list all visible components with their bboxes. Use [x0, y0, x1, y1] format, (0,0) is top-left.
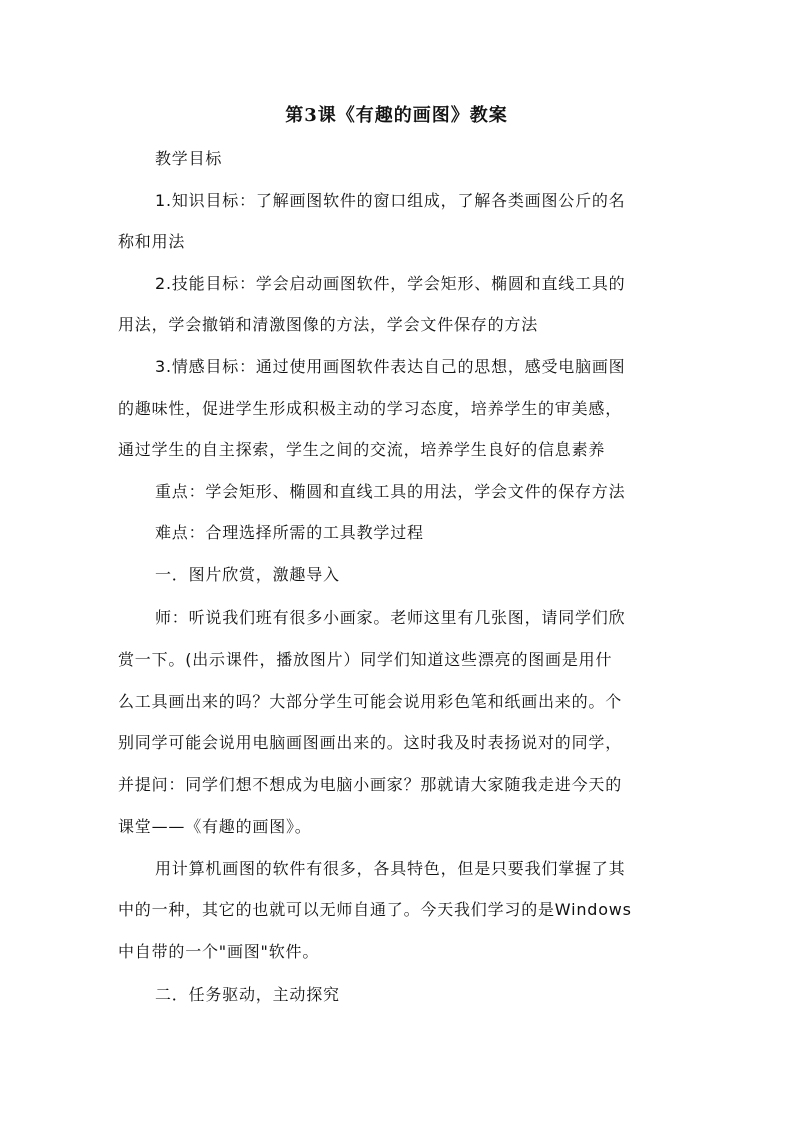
text-line: 通过学生的自主探索，学生之间的交流，培养学生良好的信息素养 — [118, 440, 606, 459]
document-title: 第3课《有趣的画图》教案 — [285, 105, 508, 126]
text-line: 师：听说我们班有很多小画家。老师这里有几张图，请同学们欣 — [155, 608, 626, 627]
text-line: 一．图片欣赏，激趣导入 — [155, 565, 340, 584]
text-line: 赏一下。(出示课件，播放图片）同学们知道这些漂亮的图画是用什 — [118, 650, 613, 669]
text-line: 二．任务驱动，主动探究 — [155, 985, 340, 1004]
text-line: 难点：合理选择所需的工具教学过程 — [155, 523, 424, 542]
text-line: 1.知识目标：了解画图软件的窗口组成，了解各类画图公斤的名 — [155, 191, 626, 210]
text-line: 用法，学会撤销和清激图像的方法，学会文件保存的方法 — [118, 315, 539, 334]
text-line: 并提问：同学们想不想成为电脑小画家？那就请大家随我走进今天的 — [118, 775, 623, 794]
text-line: 用计算机画图的软件有很多，各具特色，但是只要我们掌握了其 — [155, 859, 626, 878]
text-line: 3.情感目标：通过使用画图软件表达自己的思想，感受电脑画图 — [155, 357, 626, 376]
text-line: 重点：学会矩形、椭圆和直线工具的用法，学会文件的保存方法 — [155, 482, 626, 501]
text-line: 2.技能目标：学会启动画图软件，学会矩形、椭圆和直线工具的 — [155, 274, 626, 293]
text-line: 别同学可能会说用电脑画图画出来的。这时我及时表扬说对的同学， — [118, 733, 623, 752]
text-line: 教学目标 — [155, 149, 223, 168]
text-line: 课堂——《有趣的画图》。 — [118, 817, 312, 836]
text-line: 中的一种，其它的也就可以无师自通了。今天我们学习的是Windows — [118, 900, 632, 919]
text-line: 中自带的一个"画图"软件。 — [118, 942, 320, 961]
text-line: 的趣味性，促进学生形成积极主动的学习态度，培养学生的审美感， — [118, 399, 623, 418]
text-line: 称和用法 — [118, 232, 186, 251]
text-line: 么工具画出来的吗？大部分学生可能会说用彩色笔和纸画出来的。个 — [118, 692, 623, 711]
